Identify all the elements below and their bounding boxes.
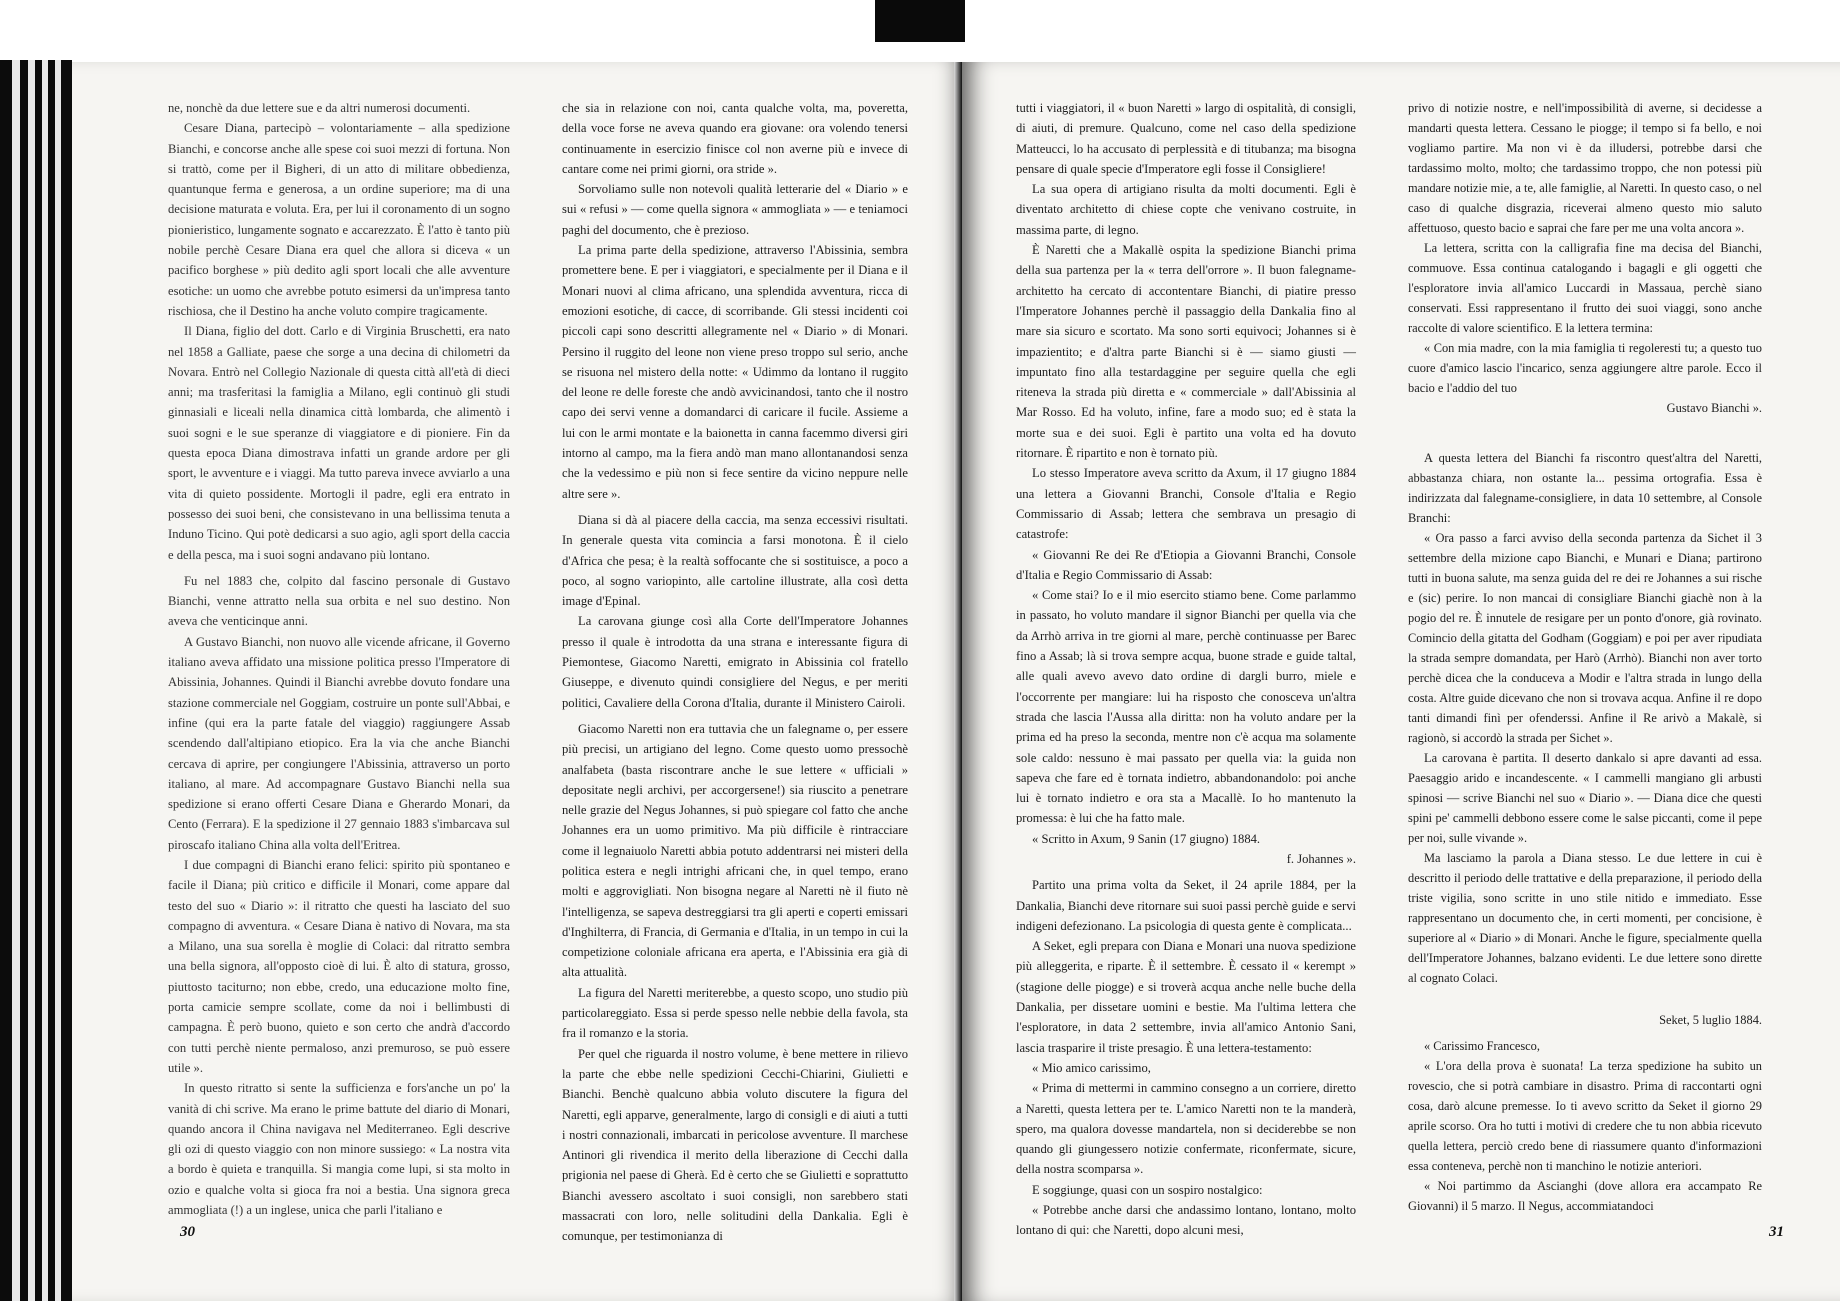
page-number-left: 30 xyxy=(180,1224,195,1240)
paragraph: A questa lettera del Bianchi fa riscontro quest'altra del Naretti, abbastanza chiara, non ostante la... pessima ortografia. Essa è indirizzata dal falegname-consigliere, in data 10 settembre, al Console Branchi: xyxy=(1408,451,1762,525)
paragraph: « Prima di mettermi in cammino consegno a un corriere, diretto a Naretti, questa lettera per te. L'amico Naretti non te la manderà, spero, ma qualora dovesse mandartela, non si deciderebbe se non quando gli giungessero notizie confermate, riconfermate, sicure, della nostra scomparsa ». xyxy=(1016,1081,1356,1177)
right-page-column-1 xyxy=(1016,98,1356,1241)
paragraph: La figura del Naretti meriterebbe, a questo scopo, uno studio più particolareggiato. Essa si perde spesso nelle nebbie della favola, sta fra il romanzo e la storia. xyxy=(562,985,908,1041)
left-page-column-1 xyxy=(168,98,510,1220)
paragraph: Il Diana, figlio del dott. Carlo e di Virginia Bruschetti, era nato nel 1858 a Galliate, paese che sorge a una decina di chilometri da Novara. Entrò nel Collegio Nazionale di questa città all'età di dieci anni; ma trasferitasi la famiglia a Milano, egli continuò gli studi ginnasiali e liceali nella dinamica città lombarda, che alimentò i suoi sogni e le sue speranze di viaggiatore e di pioniere. Fin da questa epoca Diana dimostrava infatti un grande ardore per gli sport, le avventure e i viaggi. Ma tutto pareva invece avviarlo a una vita di quieto possidente. Mortogli il padre, egli era entrato in possesso dei suoi beni, che consistevano in una bellissima tenuta a Induno Ticino. Qui potè dedicarsi a suo agio, agli sport della caccia e della pesca, ma i suoi sogni andavano più lontano. xyxy=(168,324,510,562)
paragraph: « Giovanni Re dei Re d'Etiopia a Giovanni Branchi, Console d'Italia e Regio Commissario di Assab: xyxy=(1016,547,1356,582)
signature-line: f. Johannes ». xyxy=(1286,851,1356,866)
paragraph: I due compagni di Bianchi erano felici: spirito più spontaneo e facile il Diana; più critico e difficile il Monari, come appare dal testo del suo « Diario »: il ritratto che questi ha lasciato del suo compagno di avventura. « Cesare Diana è nativo di Novara, ma sta a Milano, una sua sorella è moglie di Colaci: dal ritratto sembra una bella signora, all'opposto cioè di lui. È alto di statura, grosso, piuttosto taciturno; non ebbe, credo, una educazione molto fine, porta camicie sempre scollate, come da noi i bellimbusti di campagna. È però buono, quieto e son certo che andrà d'accordo con tutti perchè niente permaloso, anzi premuroso, se può essere utile ». xyxy=(168,857,510,1075)
signature-line: Gustavo Bianchi ». xyxy=(1666,401,1762,415)
paragraph: « Scritto in Axum, 9 Sanin (17 giugno) 1884. xyxy=(1032,831,1261,846)
paragraph: La carovana giunge così alla Corte dell'Imperatore Johannes presso il quale è introdotta da una strana e interessante figura di Piemontese, Giacomo Naretti, emigrato in Abissinia col fratello Giuseppe, e divenuto quindi consigliere del Negus, e per meriti politici, Cavaliere della Corona d'Italia, durante il Ministero Cairoli. xyxy=(562,614,908,710)
paragraph: « L'ora della prova è suonata! La terza spedizione ha subito un rovescio, che si potrà cambiare in disastro. Prima di raccontarti ogni cosa, darò alcune premesse. Io ti avevo scritto da Seket il giorno 29 aprile scorso. Ora ho tutti i motivi di credere che tu non abbia ricevuto quella lettera, perciò credo bene di riassumere quanto d'informazioni essa conteneva, perchè non ti manchino le notizie anteriori. xyxy=(1408,1059,1762,1173)
paragraph: Per quel che riguarda il nostro volume, è bene mettere in rilievo la parte che ebbe nelle spedizioni Cecchi-Chiarini, Giulietti e Bianchi. Benchè qualcuno abbia voluto discutere la figura del Naretti, egli apparve, generalmente, largo di consigli e di aiuti a tutti i nostri connazionali, imbarcati in pericolose avventure. Il marchese Antinori gli rivendica il merito della liberazione di Cecchi dalla prigionia nel paese di Gherà. Ed è certo che se Giulietti e soprattutto Bianchi avessero ascoltato i suoi consigli, non sarebbero stati massacrati con loro, nelle solitudini della Dankalia. Egli è comunque, per testimonianza di xyxy=(562,1046,908,1244)
paragraph: Diana si dà al piacere della caccia, ma senza eccessivi risultati. In generale questa vita comincia a farsi monotona. È il cielo d'Africa che pesa; è la realtà soffocante che si sostituisce, a poco a poco, al sogno variopinto, alle cartoline illustrate, alla così detta image d'Epinal. xyxy=(562,512,908,609)
paragraph: che sia in relazione con noi, canta qualche volta, ma, poveretta, della voce forse ne aveva quando era giovane: ora volendo tenersi continuamente in esercizio finisce col non averne più e invece di cantare come nei primi giorni, ora stride ». xyxy=(562,101,908,176)
paragraph: In questo ritratto si sente la sufficienza e fors'anche un po' la vanità di chi scrive. Ma erano le prime battute del diario di Monari, quando ancora il China navigava nel Mediterraneo. Egli descrive gli ozi di questo viaggio con non minore sussiego: « La nostra vita a bordo è quieta e tranquilla. Si mangia come lupi, si sta molto in ozio e qualche volta si gioca fra noi a bestia. Una signora greca ammogliata (!) a un inglese, unica che parli l'italiano e xyxy=(168,1081,510,1218)
paragraph: La lettera, scritta con la calligrafia fine ma decisa del Bianchi, commuove. Essa continua catalogando i bagagli e gli oggetti che l'esploratore invia all'amico Luccardi in Massaua, perchè siano conservati. Essi rappresentano il frutto dei suoi viaggi, sono anche raccolte di valore scientifico. E la lettera termina: xyxy=(1408,241,1762,335)
paragraph: A Gustavo Bianchi, non nuovo alle vicende africane, il Governo italiano aveva affidato una missione politica presso l'Imperatore di Abissinia, Johannes. Quindi il Bianchi avrebbe dovuto fondare una stazione commerciale nel Goggiam, costruire un ponte sull'Abbai, e infine (qui era la parte fatale del viaggio) raggiungere Assab scendendo dall'altipiano etiopico. Era la via che anche Bianchi cercava di aprire, per congiungere l'Abissinia, attraverso un porto italiano, al mare. Ad accompagnare Gustavo Bianchi nella sua spedizione si erano offerti Cesare Diana e Gherardo Monari, da Cento (Ferrara). E la spedizione il 27 gennaio 1883 s'imbarcava sul piroscafo italiano China alla volta dell'Eritrea. xyxy=(168,634,510,852)
paragraph: « Mio amico carissimo, xyxy=(1032,1060,1151,1075)
paragraph: « Come stai? Io e il mio esercito stiamo bene. Come parlammo in passato, ho voluto mandare il signor Bianchi per quella via che da Arrhò arriva in tre giorni al mare, perchè continuasse per Barec fino a Assab; là si trova sempre acqua, buone strade e guide taltal, alle quali avevo avevo dato ordine di dargli burro, miele e l'occorrente per mangiare: lui ha risposto che conosceva un'altra strada che lascia l'Aussa alla diritta: non ha voluto andare per la prima ed ha preso la seconda, mentre non c'è acqua ma solamente sole caldo: nessuno è mai passato per quella via: la guida non sapeva che fare ed è tornata indietro, abbandonandolo: poi anche lui è tornato indietro e ora sta a Macallè. Io ho mantenuto la promessa: è lui che ha fatto male. xyxy=(1016,588,1356,826)
dateline: Seket, 5 luglio 1884. xyxy=(1659,1013,1762,1027)
paragraph: La sua opera di artigiano risulta da molti documenti. Egli è diventato architetto di chiese copte che venivano costruite, in massima parte, di legno. xyxy=(1016,182,1356,237)
paragraph: Partito una prima volta da Seket, il 24 aprile 1884, per la Dankalia, Bianchi deve ritornare sui suoi passi perchè guide e servi indigeni defezionano. La psicologia di questa gente è complicata... xyxy=(1016,878,1356,933)
paragraph: Cesare Diana, partecipò – volontariamente – alla spedizione Bianchi, e concorse anche alle spese coi suoi mezzi di fortuna. Non si trattò, come per il Bigheri, di un atto di militare obbedienza, quantunque ferma e generosa, a un ordine superiore; ma di una decisione maturata e voluta. Era, per lui il coronamento di un sogno pionieristico, lungamente sognato e accarezzato. È l'atto è tanto più nobile perchè Cesare Diana era quel che allora si diceva « un pacifico borghese » più dedito agli sport locali che alle avventure esotiche: un uomo che avrebbe potuto esimersi da un'impresa tanto rischiosa, che il Destino ha anche voluto compire tragicamente. xyxy=(168,121,510,318)
paragraph: privo di notizie nostre, e nell'impossibilità di averne, si decidesse a mandarti questa lettera. Cessano le piogge; il tempo si fa bello, e noi vogliamo partire. Ma non vi è da illudersi, potrebbe darsi che tardassimo molto, molto; che tardassimo troppo, che non potessi più mandare notizie mie, a te, alle famiglie, al Naretti. In questo caso, o nel caso di qualche disgrazia, riceverai almeno questo mio saluto affettuoso, questo bacio e saprai che fare per me una volta ancora ». xyxy=(1408,101,1762,235)
paragraph: « Con mia madre, con la mia famiglia ti regoleresti tu; a questo tuo cuore d'amico lascio l'incarico, senza aggiungere altre parole. Ecco il bacio e l'addio del tuo xyxy=(1408,341,1762,395)
paragraph: La carovana è partita. Il deserto dankalo si apre davanti ad essa. Paesaggio arido e incandescente. « I cammelli mangiano gli arbusti spinosi — scrive Bianchi nel suo « Diario ». — Diana dice che questi spini pe' cammelli debbono essere come le salse piccanti, come il pepe per noi, sulle vivande ». xyxy=(1408,751,1762,845)
right-page-column-2 xyxy=(1408,98,1762,1216)
paragraph: ne, nonchè da due lettere sue e da altri numerosi documenti. xyxy=(168,101,471,115)
stacked-page-edges xyxy=(0,60,72,1301)
left-page-column-2 xyxy=(562,98,908,1247)
paragraph: « Ora passo a farci avviso della seconda partenza da Sichet il 3 settembre della mizione capo Bianchi, e Munari e Diana; partirono tutti in buona salute, ma senza guida del re dei re Johannes a sui rische e (sic) perire. Io non mancai di consigliare Bianchi giachè non à la pogio del re. È innutele de resigare per un ponto d'onore, già rovinato. Comincio della gitatta del Godham (Goggiam) e poi per aver ripudiata la strada sempre domandata, per Harò (Arrhò). Bianchi non aver torto perchè dicea che la conduceva a Modir e l'altra strada in lungo della costa. Altre guide dicevano che non si trovava acqua. Anfine il re dopo tanti dimandi finì per ofenderssi. Anfine il Re arivò a Makalè, si ragionò, si accordò la strada per Sichet ». xyxy=(1408,531,1762,745)
left-page xyxy=(72,62,962,1301)
paragraph: Ma lasciamo la parola a Diana stesso. Le due lettere in cui è descritto il periodo delle trattative e della preparazione, il periodo della triste vigilia, sono scritte in uno stile nitido e immediato. Esse rappresentano un documento che, in certi momenti, per concisione, è superiore al « Diario » di Monari. Anche le figure, specialmente quella dell'Imperatore Johannes, balzano evidenti. Le due lettere sono dirette al cognato Colaci. xyxy=(1408,851,1762,985)
paragraph: A Seket, egli prepara con Diana e Monari una nuova spedizione più alleggerita, e riparte. È il settembre. È cessato il « kerempt » (stagione delle piogge) e si troverà acqua anche nelle buche della Dankalia, per dissetare uomini e bestie. Ma l'ultima lettera che l'esploratore, in data 2 settembre, invia all'amico Antonio Sani, lascia trasparire il triste presagio. È una lettera-testamento: xyxy=(1016,939,1356,1055)
paragraph: Lo stesso Imperatore aveva scritto da Axum, il 17 giugno 1884 una lettera a Giovanni Branchi, Console d'Italia e Regio Commissario di Assab; lettera che sembrava un presagio di catastrofe: xyxy=(1016,466,1356,542)
paragraph: Giacomo Naretti non era tuttavia che un falegname o, per essere più precisi, un artigiano del legno. Come questo uomo pressochè analfabeta (basta riscontrare anche le sue lettere « ufficiali » depositate negli archivi, per accorgersene!) sia riuscito a penetrare nelle grazie del Negus Johannes, si può spiegare col fatto che anche Johannes era un uomo primitivo. Ma più difficile è rintracciare come il legnaiuolo Naretti abbia potuto addentrarsi nei misteri della politica estera e negli intrighi africani che, in quel tempo, erano molti e aggrovigliati. Non bisogna negare al Naretti nè il fiuto nè l'intelligenza, se sapeva destreggiarsi tra gli aperti e coperti emissari d'Inghilterra, di Francia, di Germania e d'Italia, in un tempo in cui la competizione coloniale africana era aperta, e l'Abissinia era già di alta attualità. xyxy=(562,721,908,980)
paragraph: Sorvoliamo sulle non notevoli qualità letterarie del « Diario » e sui « refusi » — come quella signora « ammogliata » — e teniamoci paghi del documento, che è prezioso. xyxy=(562,182,908,237)
paragraph: E soggiunge, quasi con un sospiro nostalgico: xyxy=(1032,1182,1263,1197)
right-page xyxy=(962,62,1840,1301)
paragraph: La prima parte della spedizione, attraverso l'Abissinia, sembra promettere bene. E per i viaggiatori, e specialmente per il Diana e il Monari nuovi al clima africano, una splendida avventura, ricca di emozioni esotiche, di cacce, di scorribande. Gli stessi incidenti coi piccoli capi sono descritti allegramente nel « Diario » di Monari. Persino il ruggito del leone non viene preso troppo sul serio, anche se risuona nel mistero della notte: « Udimmo da lontano il ruggito del leone re delle foreste che andò avvicinandosi, tanto che il nostro capo dei servi venne a domandarci di caricare il fucile. Assieme a lui con le armi montate e la baionetta in canna facemmo diversi giri intorno al campo, ma la fiera andò man mano allontanandosi senza che la vedessimo e più non si fece sentire da vicino neppure nelle altre sere ». xyxy=(562,243,908,501)
paragraph: « Potrebbe anche darsi che andassimo lontano, lontano, molto lontano di qui: che Naretti, dopo alcuni mesi, xyxy=(1016,1203,1356,1238)
page-number-right: 31 xyxy=(1769,1224,1784,1240)
paragraph: tutti i viaggiatori, il « buon Naretti » largo di ospitalità, di consigli, di aiuti, di premure. Qualcuno, come nel caso della spedizione Matteucci, lo ha accusato di perplessità e di titubanza; ma bisogna pensare di quale specie d'Imperatore egli fosse il Consigliere! xyxy=(1016,101,1356,176)
paragraph: Fu nel 1883 che, colpito dal fascino personale di Gustavo Bianchi, venne attratto nella sua orbita e nel suo destino. Non aveva che venticinque anni. xyxy=(168,573,510,629)
paragraph: « Carissimo Francesco, xyxy=(1424,1039,1540,1053)
paragraph: È Naretti che a Makallè ospita la spedizione Bianchi prima della sua partenza per la « terra dell'orrore ». Il buon falegname-architetto ha cercato di accontentare Bianchi, di piatire presso l'Imperatore Johannes perchè il passaggio della Dankalia fino al mare sia sicuro e scortato. Ma sono sorti equivoci; Johannes si è impazientito; e d'altra parte Bianchi si è — siamo giusti — impuntato fino alla testardaggine per seguire quella che egli riteneva la strada più diretta e « commerciale » dall'Abissinia al Mar Rosso. Ed ha voluto, infine, fare a modo suo; ed è stata la morte sua e dei suoi. Egli è partito una volta ed ha dovuto ritornare. È ripartito e non è tornato più. xyxy=(1016,243,1356,461)
paragraph: « Noi partimmo da Ascianghi (dove allora era accampato Re Giovanni) il 5 marzo. Il Negus, accommiatandoci xyxy=(1408,1179,1762,1213)
scan-top-black-block xyxy=(875,0,965,42)
